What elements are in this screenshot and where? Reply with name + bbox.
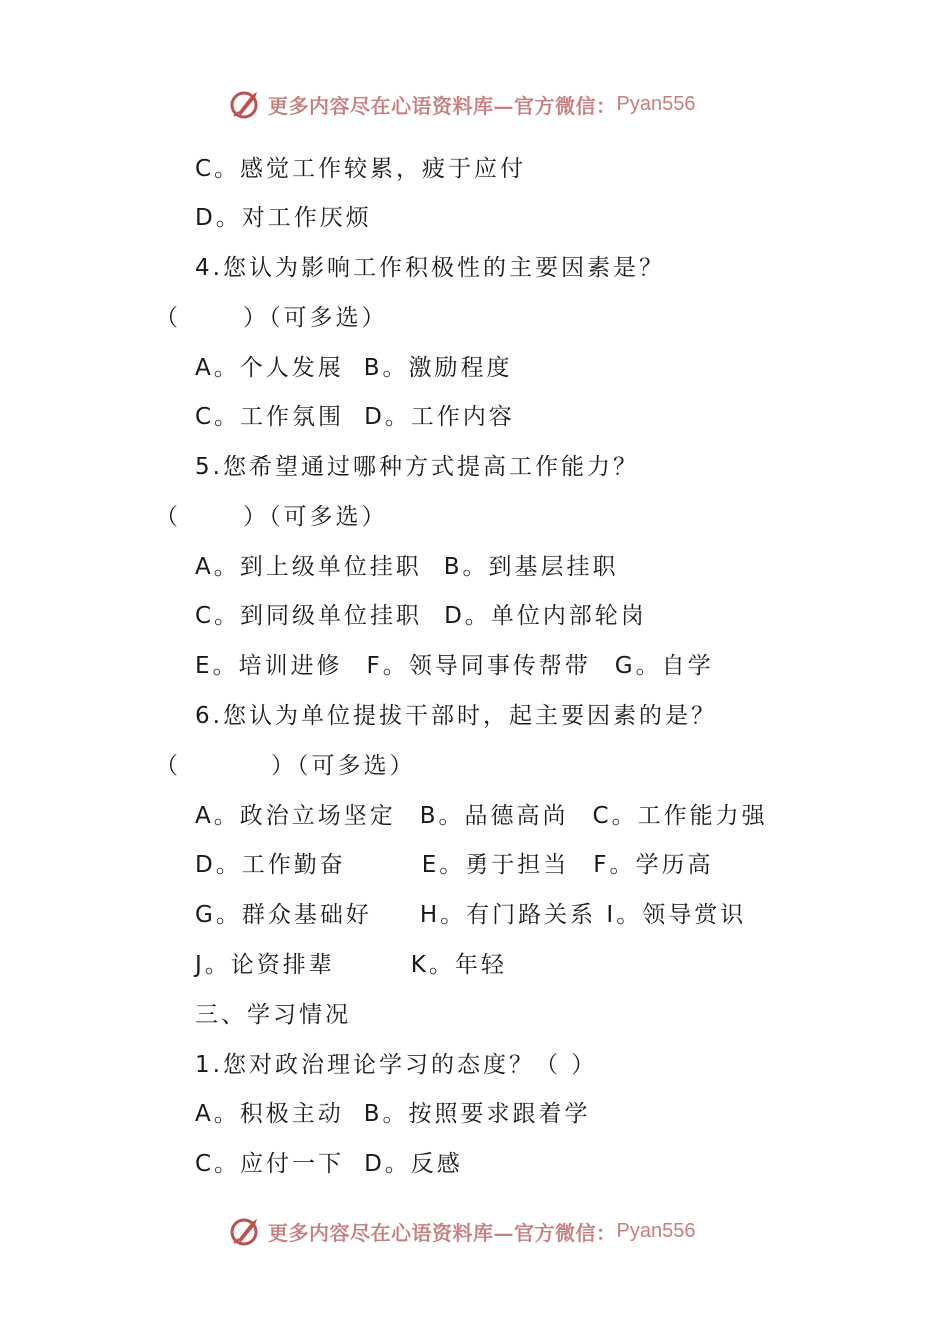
option-line: A。个人发展 B。激励程度 — [195, 355, 513, 381]
option-line: E。培训进修 F。领导同事传帮带 G。自学 — [195, 653, 714, 679]
header-banner — [228, 84, 695, 124]
option-line: G。群众基础好 H。有门路关系 I。领导赏识 — [195, 902, 747, 928]
banner-wechat-id: Pyan556 — [616, 92, 696, 115]
question-4: 4.您认为影响工作积极性的主要因素是？ — [195, 255, 665, 281]
answer-blank-line: （ ）（可多选） — [155, 504, 388, 530]
option-line: C。到同级单位挂职 D。单位内部轮岗 — [195, 603, 647, 629]
option-line: D。工作勤奋 E。勇于担当 F。学历高 — [195, 852, 714, 878]
pen-logo-icon — [228, 86, 264, 122]
option-line: C。工作氛围 D。工作内容 — [195, 404, 515, 430]
banner-wechat-id: Pyan556 — [616, 1219, 696, 1242]
option-line: A。政治立场坚定 B。品德高尚 C。工作能力强 — [195, 803, 768, 829]
footer-banner — [228, 1211, 695, 1251]
banner-text: 更多内容尽在心语资料库—官方微信： — [268, 93, 617, 118]
option-line: C。应付一下 D。反感 — [195, 1151, 463, 1177]
option-line: A。积极主动 B。按照要求跟着学 — [195, 1101, 591, 1127]
option-line: J。论资排辈 K。年轻 — [195, 952, 507, 978]
question-6: 6.您认为单位提拔干部时，起主要因素的是？ — [195, 703, 717, 729]
answer-blank-line: （ ）（可多选） — [155, 305, 388, 331]
section-heading: 三、学习情况 — [195, 1002, 351, 1028]
option-line: C。感觉工作较累，疲于应付 — [195, 156, 527, 182]
question-1: 1.您对政治理论学习的态度？（ ） — [195, 1052, 598, 1078]
question-5: 5.您希望通过哪种方式提高工作能力？ — [195, 454, 639, 480]
answer-blank-line: （ ）（可多选） — [155, 753, 416, 779]
banner-text: 更多内容尽在心语资料库—官方微信： — [268, 1220, 617, 1245]
option-line: D。对工作厌烦 — [195, 205, 372, 231]
option-line: A。到上级单位挂职 B。到基层挂职 — [195, 554, 619, 580]
pen-logo-icon — [228, 1213, 264, 1249]
